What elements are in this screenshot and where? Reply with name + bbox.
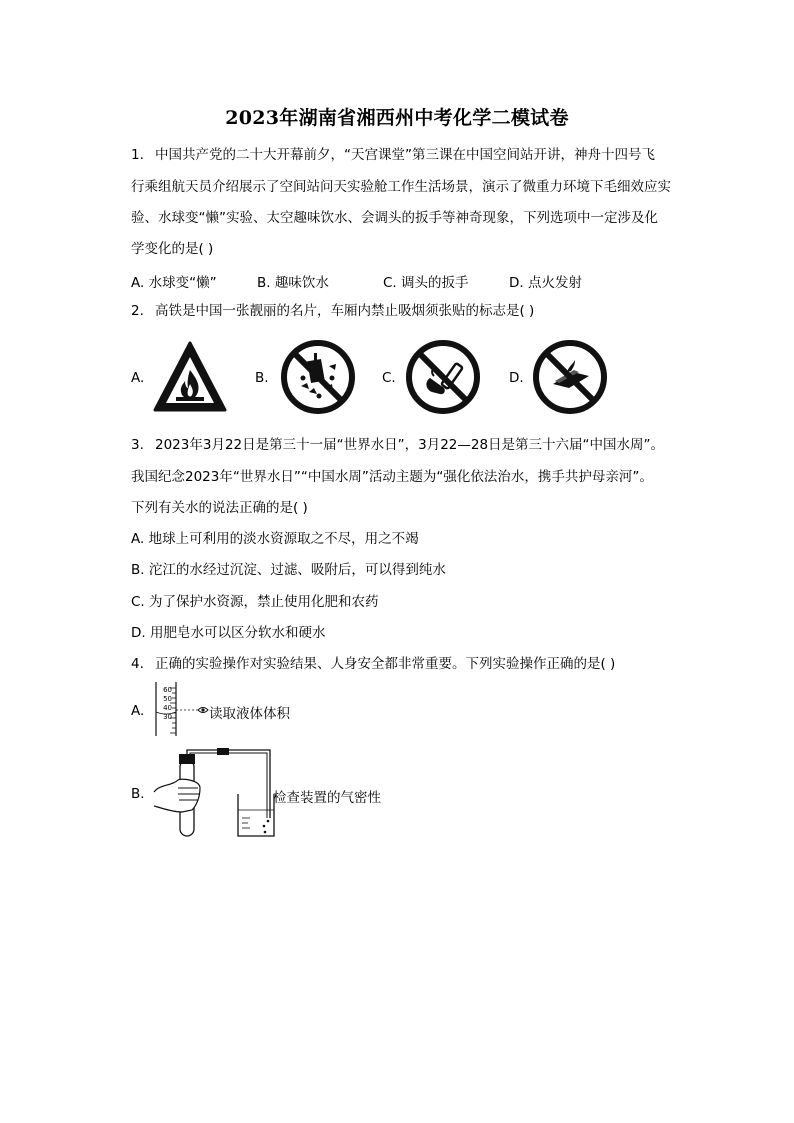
question-text-line: 高铁是中国一张靓丽的名片，车厢内禁止吸烟须张贴的标志是( ) [155,303,535,319]
option-d[interactable]: D. 用肥皂水可以区分软水和硬水 [131,625,326,641]
question-text-line: 验、水球变“懒”实验、太空趣味饮水、会调头的扳手等神奇现象，下列选项中一定涉及化 [131,210,658,226]
option-b[interactable]: B. 沱江的水经过沉淀、过滤、吸附后，可以得到纯水 [131,562,446,578]
question-text-line: 行乘组航天员介绍展示了空间站问天实验舱工作生活场景，演示了微重力环境下毛细效应实 [131,179,671,195]
question-text-line: 学变化的是( ) [131,241,214,257]
option-a[interactable]: A. [131,370,145,386]
option-c[interactable]: C. [382,370,396,386]
option-d[interactable]: D. [509,370,524,386]
question-number: 3. [131,437,144,453]
no-fireworks-icon [279,338,357,416]
option-c[interactable]: C. 调头的扳手 [383,275,469,291]
option-b[interactable]: B. 趣味饮水 [257,275,329,291]
option-d[interactable]: D. 点火发射 [509,275,582,291]
figure-caption: 读取液体体积 [209,706,290,722]
question-text-line: 我国纪念2023年“世界水日”“中国水周”活动主题为“强化依法治水，携手共护母亲河”。 [131,469,653,485]
cylinder-scale: 60 50 40 30 [163,686,172,721]
option-a[interactable]: A. 水球变“懒” [131,275,217,291]
page-title: 2023年湖南省湘西州中考化学二模试卷 [225,107,569,129]
figure-caption: 检查装置的气密性 [273,790,381,806]
option-b[interactable]: B. [255,370,269,386]
question-text-line: 中国共产党的二十大开幕前夕，“天宫课堂”第三课在中国空间站开讲，神舟十四号飞 [155,147,655,163]
option-c[interactable]: C. 为了保护水资源，禁止使用化肥和农药 [131,594,379,610]
question-text-line: 2023年3月22日是第三十一届“世界水日”，3月22—28日是第三十六届“中国水周”。 [155,437,665,453]
question-number: 4. [131,656,144,672]
option-a[interactable]: A. 地球上可利用的淡水资源取之不尽，用之不竭 [131,531,419,547]
airtightness-apparatus-icon [152,748,282,838]
question-text-line: 正确的实验操作对实验结果、人身安全都非常重要。下列实验操作正确的是( ) [155,656,616,672]
question-number: 2. [131,303,144,319]
option-a[interactable]: A. [131,703,145,719]
question-number: 1. [131,147,144,163]
question-text-line: 下列有关水的说法正确的是( ) [131,500,308,516]
no-smoking-icon [404,338,482,416]
option-b[interactable]: B. [131,786,145,802]
flammable-warning-icon [152,340,228,414]
no-burning-icon [531,338,609,416]
